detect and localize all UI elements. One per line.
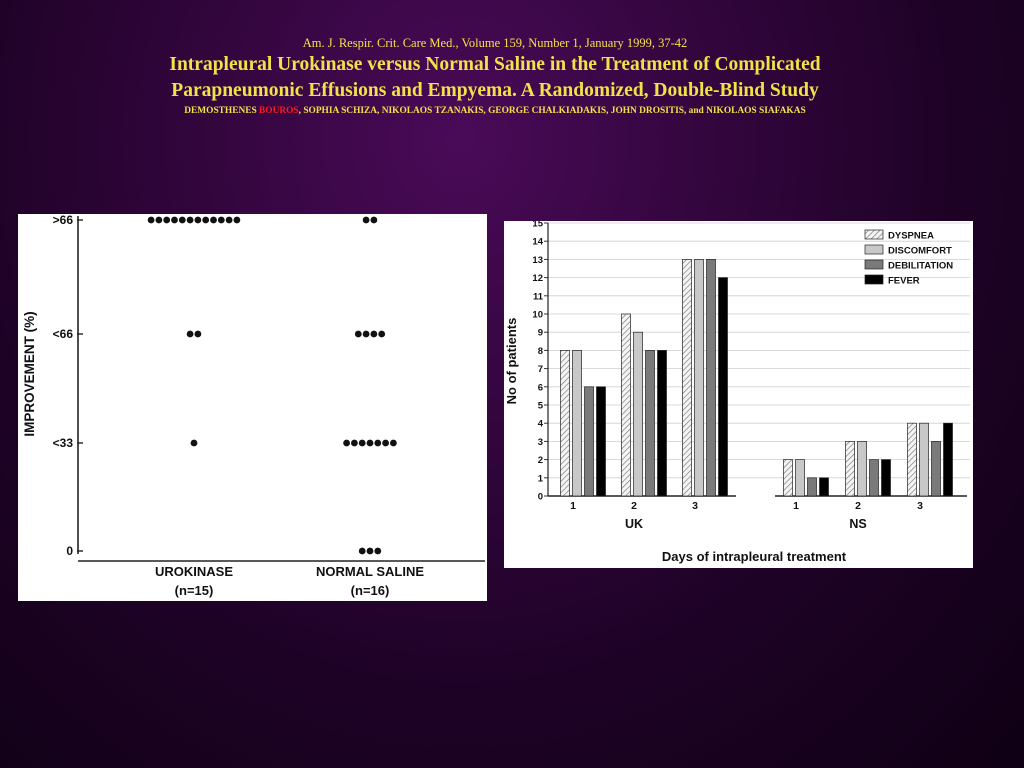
data-point-urokinase	[156, 217, 163, 224]
data-point-urokinase	[210, 217, 217, 224]
data-point-normal-saline	[355, 331, 362, 338]
y-tick-label-66: >66	[52, 214, 73, 227]
author-highlighted: BOUROS	[259, 106, 299, 116]
authors	[0, 105, 990, 118]
y-tick-label-5: 5	[537, 400, 543, 412]
symptoms-bar-chart	[504, 221, 973, 568]
legend-label-fever: FEVER	[888, 275, 920, 287]
data-point-normal-saline	[363, 331, 370, 338]
y-tick-label-0: 0	[66, 544, 73, 558]
data-point-urokinase	[195, 217, 202, 224]
y-tick-label-6: 6	[537, 382, 543, 394]
legend-swatch-dyspnea	[865, 230, 883, 239]
y-tick-label-3: 3	[537, 436, 543, 448]
data-point-urokinase	[195, 331, 202, 338]
bar-uk-1-dyspnea	[561, 350, 570, 496]
data-point-normal-saline	[359, 548, 366, 555]
data-point-urokinase	[187, 331, 194, 338]
data-point-urokinase	[226, 217, 233, 224]
bar-uk-3-discomfort	[695, 259, 704, 496]
data-point-urokinase	[218, 217, 225, 224]
data-point-normal-saline	[359, 440, 366, 447]
x-tick-label-uk-2: 2	[631, 500, 637, 512]
legend-swatch-fever	[865, 275, 883, 284]
data-point-normal-saline	[367, 548, 374, 555]
bar-uk-3-fever	[719, 278, 728, 496]
bar-ns-1-debilitation	[808, 478, 817, 496]
data-point-urokinase	[202, 217, 209, 224]
group-label-urokinase: UROKINASE	[154, 564, 234, 579]
y-tick-label-13: 13	[532, 254, 543, 266]
citation: Am. J. Respir. Crit. Care Med., Volume 159, Number 1, January 1999, 37-42	[302, 36, 688, 50]
bar-uk-1-debilitation	[585, 387, 594, 496]
data-point-normal-saline	[351, 440, 358, 447]
slide-header	[0, 36, 990, 118]
legend-label-debilitation: DEBILITATION	[888, 260, 954, 272]
data-point-normal-saline	[382, 440, 389, 447]
data-point-normal-saline	[374, 440, 381, 447]
data-point-urokinase	[171, 217, 178, 224]
group-label-ns: NS	[849, 517, 867, 531]
bar-ns-3-discomfort	[920, 423, 929, 496]
y-tick-label-10: 10	[532, 309, 543, 321]
bar-ns-3-debilitation	[932, 441, 941, 496]
x-axis-title: Days of intrapleural treatment	[661, 549, 847, 564]
y-axis-title: No of patients	[504, 317, 519, 405]
bar-uk-3-dyspnea	[683, 259, 692, 496]
title-line-1: Intrapleural Urokinase versus Normal Saline in the Treatment of Complicated	[169, 54, 821, 75]
y-tick-label-0: 0	[537, 491, 543, 503]
authors-rest: , SOPHIA SCHIZA, NIKOLAOS TZANAKIS, GEORGE CHALKIADAKIS, JOHN DROSITIS, and NIKOLAOS SIAFAKAS	[298, 106, 806, 116]
legend-label-discomfort: DISCOMFORT	[888, 245, 952, 257]
bar-ns-3-dyspnea	[908, 423, 917, 496]
bar-uk-2-fever	[658, 350, 667, 496]
y-tick-label-4: 4	[537, 418, 543, 430]
bar-ns-1-discomfort	[796, 460, 805, 496]
data-point-urokinase	[148, 217, 155, 224]
data-point-normal-saline	[371, 331, 378, 338]
x-tick-label-ns-3: 3	[917, 500, 923, 512]
title-line-2: Parapneumonic Effusions and Empyema. A Randomized, Double-Blind Study	[171, 80, 819, 101]
data-point-urokinase	[191, 440, 198, 447]
data-point-urokinase	[187, 217, 194, 224]
group-n-normal-saline: (n=16)	[350, 583, 390, 598]
author-first-name: DEMOSTHENES	[184, 106, 260, 116]
group-label-normal-saline: NORMAL SALINE	[315, 564, 425, 579]
data-point-urokinase	[163, 217, 170, 224]
data-point-normal-saline	[378, 331, 385, 338]
bar-uk-1-discomfort	[573, 350, 582, 496]
data-point-urokinase	[234, 217, 241, 224]
y-tick-label-9: 9	[537, 327, 543, 339]
bar-ns-2-discomfort	[858, 441, 867, 496]
slide-title	[0, 52, 990, 104]
y-tick-label-8: 8	[537, 345, 543, 357]
x-tick-label-ns-1: 1	[793, 500, 799, 512]
data-point-normal-saline	[343, 440, 350, 447]
bar-uk-3-debilitation	[707, 259, 716, 496]
bar-ns-1-fever	[820, 478, 829, 496]
dot-plot-panel	[18, 214, 487, 601]
y-axis-title: IMPROVEMENT (%)	[22, 311, 37, 437]
bar-uk-2-discomfort	[634, 332, 643, 496]
bar-ns-2-fever	[882, 460, 891, 496]
bar-uk-1-fever	[597, 387, 606, 496]
data-point-normal-saline	[371, 217, 378, 224]
y-tick-label-14: 14	[532, 236, 543, 248]
improvement-dot-plot	[18, 214, 487, 601]
bar-ns-2-debilitation	[870, 460, 879, 496]
data-point-normal-saline	[367, 440, 374, 447]
legend-label-dyspnea: DYSPNEA	[888, 230, 934, 242]
y-tick-label-11: 11	[532, 291, 543, 303]
bar-ns-3-fever	[944, 423, 953, 496]
y-tick-label-1: 1	[537, 473, 543, 485]
y-tick-label-15: 15	[532, 221, 543, 230]
bar-uk-2-debilitation	[646, 350, 655, 496]
bar-ns-1-dyspnea	[784, 460, 793, 496]
x-tick-label-ns-2: 2	[855, 500, 861, 512]
data-point-normal-saline	[363, 217, 370, 224]
bar-ns-2-dyspnea	[846, 441, 855, 496]
data-point-normal-saline	[390, 440, 397, 447]
y-tick-label-66: <66	[52, 327, 73, 341]
legend-swatch-discomfort	[865, 245, 883, 254]
y-tick-label-12: 12	[532, 273, 543, 285]
data-point-normal-saline	[374, 548, 381, 555]
x-tick-label-uk-1: 1	[570, 500, 576, 512]
group-label-uk: UK	[624, 517, 644, 531]
bar-uk-2-dyspnea	[622, 314, 631, 496]
y-tick-label-2: 2	[537, 455, 543, 467]
y-tick-label-7: 7	[537, 364, 543, 376]
x-tick-label-uk-3: 3	[692, 500, 698, 512]
bar-chart-panel	[504, 221, 973, 568]
data-point-urokinase	[179, 217, 186, 224]
legend-swatch-debilitation	[865, 260, 883, 269]
y-tick-label-33: <33	[52, 436, 73, 450]
group-n-urokinase: (n=15)	[174, 583, 214, 598]
